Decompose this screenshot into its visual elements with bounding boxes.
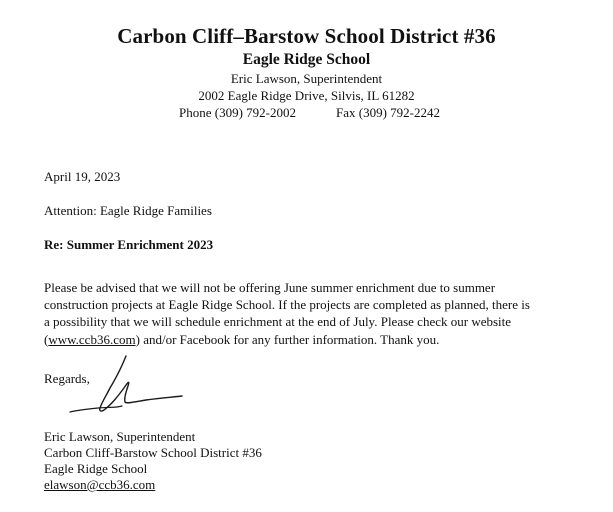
paragraph-line: Please be advised that we will not be offering June summer enrichment due to summer <box>44 280 496 295</box>
signature-school: Eagle Ridge School <box>44 461 148 476</box>
signature-district: Carbon Cliff-Barstow School District #36 <box>44 445 262 460</box>
paragraph-line-rest: and/or Facebook for any further information. Thank you. <box>139 331 440 347</box>
attention-line: Attention: Eagle Ridge Families <box>44 203 212 218</box>
paragraph-line <box>44 331 604 348</box>
address-line: 2002 Eagle Ridge Drive, Silvis, IL 61282 <box>198 88 415 103</box>
closing: Regards, <box>44 371 90 386</box>
signature-name: Eric Lawson, Superintendent <box>44 429 196 444</box>
superintendent-line: Eric Lawson, Superintendent <box>230 71 383 86</box>
district-name: Carbon Cliff–Barstow School District #36 <box>117 24 496 48</box>
fax-number: Fax (309) 792-2242 <box>336 105 440 120</box>
paren-open: ( <box>44 331 49 347</box>
paragraph-line: a possibility that we will schedule enrichment at the end of July. Please check our website <box>44 314 512 330</box>
letter-paragraph <box>44 279 604 348</box>
school-name: Eagle Ridge School <box>242 51 371 68</box>
paren-close: ) <box>135 331 140 347</box>
paragraph-line: construction projects at Eagle Ridge School. If the projects are completed as planned, there is <box>44 297 530 313</box>
letter-date: April 19, 2023 <box>44 169 121 184</box>
subject-line: Re: Summer Enrichment 2023 <box>44 237 214 252</box>
email-link[interactable]: elawson@ccb36.com <box>44 477 156 492</box>
website-link[interactable]: www.ccb36.com <box>48 331 136 347</box>
signature-email-line <box>44 478 155 491</box>
signature-image <box>64 352 194 422</box>
phone-number: Phone (309) 792-2002 <box>179 105 296 120</box>
